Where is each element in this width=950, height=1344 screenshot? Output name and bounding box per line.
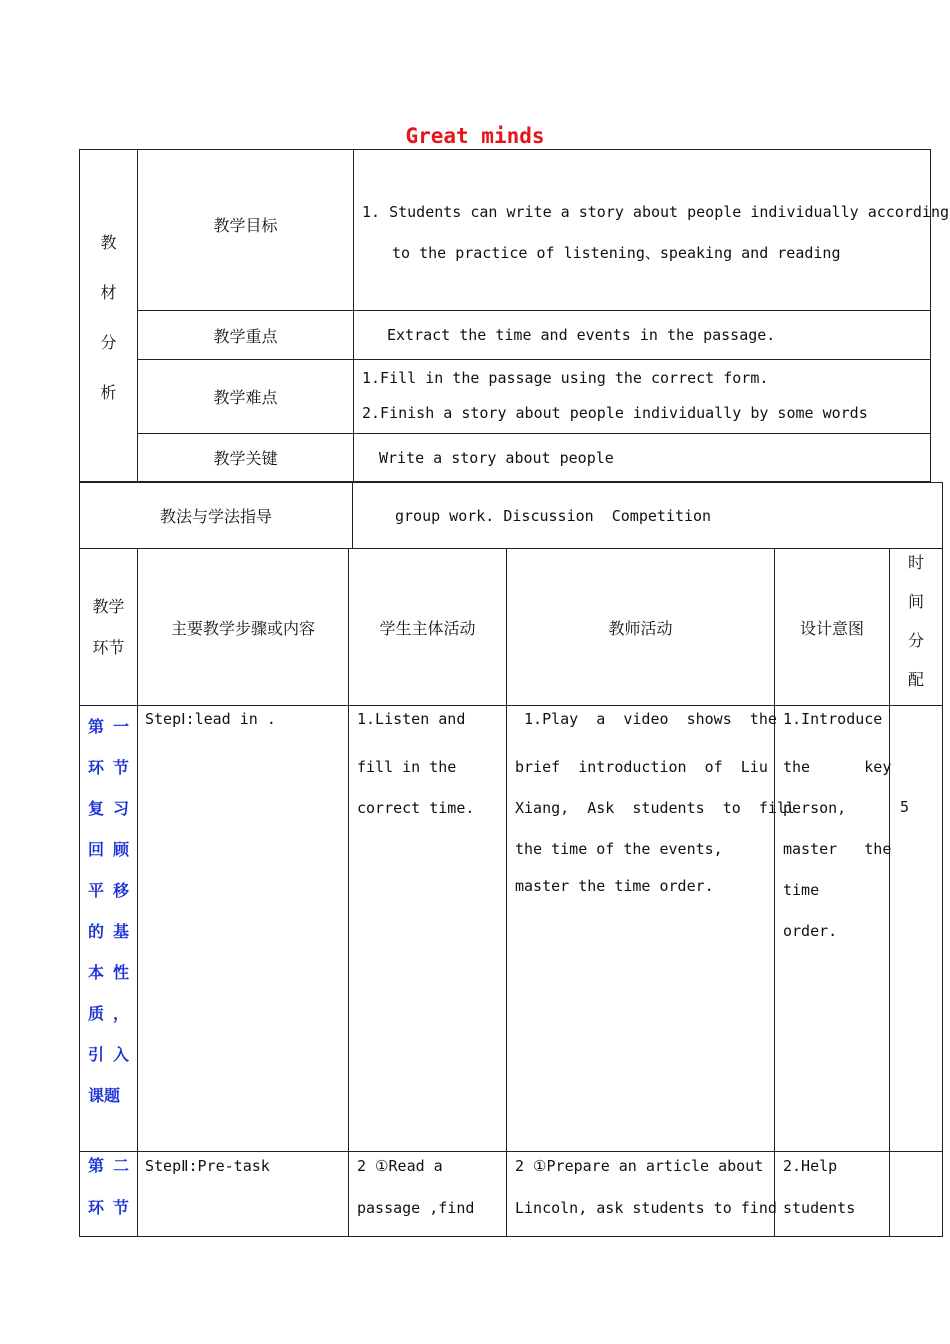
stage-char: 课题	[88, 1086, 121, 1105]
key-method-value: Write a story about people	[379, 448, 614, 467]
stage-char: 顾	[112, 840, 129, 859]
stage-char: 节	[112, 758, 129, 777]
design-line: students	[783, 1199, 856, 1217]
teacher-line: the time of the events,	[515, 840, 723, 858]
teacher-activity	[507, 1152, 775, 1237]
key-point-value: Extract the time and events in the passage.	[387, 326, 776, 344]
analysis-label-char: 教	[100, 233, 117, 252]
method-table	[79, 482, 943, 549]
analysis-table	[79, 149, 949, 482]
stage-char: 平	[88, 881, 105, 900]
stage-char: 的	[88, 922, 105, 941]
teacher-line: 1.Play a video shows the	[515, 710, 777, 728]
header-design: 设计意图	[775, 549, 890, 706]
stage-char: 移	[112, 881, 129, 900]
stage-char: 一	[112, 717, 129, 736]
student-line: fill in the	[357, 758, 457, 776]
header-time-char: 时	[907, 553, 924, 572]
design-line: time order.	[783, 881, 838, 940]
step-content: StepⅡ:Pre-task	[145, 1157, 270, 1175]
method-label: 教法与学法指导	[80, 483, 353, 549]
header-time-char: 配	[907, 670, 924, 689]
key-method-label: 教学关键	[138, 434, 354, 482]
teacher-line: Xiang, Ask students to fill	[515, 799, 795, 817]
stage-char: 复	[88, 799, 105, 818]
table-row	[80, 1152, 943, 1237]
stage-char: 入	[112, 1045, 129, 1064]
student-activity	[349, 706, 507, 1152]
teacher-line: master the time order.	[515, 877, 714, 895]
design-line: master the	[783, 840, 892, 858]
header-time-char: 间	[907, 592, 924, 611]
stage-char: ，	[112, 1004, 129, 1023]
teacher-activity	[507, 706, 795, 1152]
header-stage	[80, 549, 138, 706]
method-value: group work. Discussion Competition	[395, 506, 712, 525]
design-line: 2.Help	[783, 1157, 838, 1175]
analysis-label-char: 析	[100, 383, 117, 402]
stage-cell	[80, 1152, 138, 1237]
analysis-label-char: 分	[100, 333, 117, 352]
design-line: person,	[783, 799, 847, 817]
analysis-section-label	[80, 150, 138, 482]
key-point-label: 教学重点	[138, 311, 354, 360]
teacher-line: brief introduction of Liu	[515, 758, 768, 776]
header-time	[890, 549, 943, 706]
objective-line: 1. Students can write a story about people individually according	[362, 203, 949, 221]
design-line: the key	[783, 758, 892, 776]
student-line: correct time.	[357, 799, 475, 817]
stage-char: 环	[88, 758, 105, 777]
time-value: 5	[900, 798, 910, 816]
header-student: 学生主体活动	[349, 549, 507, 706]
stage-char: 本	[88, 963, 105, 982]
process-table	[79, 548, 943, 1237]
header-stage-line: 环节	[92, 638, 125, 657]
process-header-row	[80, 549, 943, 706]
header-time-char: 分	[907, 631, 924, 650]
step-content: StepⅠ:lead in .	[145, 710, 276, 728]
header-teacher: 教师活动	[507, 549, 775, 706]
stage-char: 性	[112, 963, 129, 982]
header-content: 主要教学步骤或内容	[138, 549, 349, 706]
objective-line: to the practice of listening、speaking and reading	[392, 244, 841, 262]
teacher-line: Lincoln, ask students to find	[515, 1199, 777, 1217]
stage-char: 环	[88, 1198, 105, 1217]
difficulty-line: 1.Fill in the passage using the correct form.	[362, 369, 769, 387]
objective-label: 教学目标	[213, 216, 278, 235]
stage-char: 质	[88, 1004, 105, 1023]
difficulty-line: 2.Finish a story about people individually by some words	[362, 404, 868, 422]
difficulty-label: 教学难点	[138, 360, 354, 434]
student-line: passage ,find	[357, 1199, 475, 1217]
analysis-label-char: 材	[100, 283, 117, 302]
student-line: 2 ①Read a	[357, 1157, 443, 1175]
design-intent	[775, 706, 890, 1152]
stage-char: 第	[88, 717, 105, 736]
header-stage-line: 教学	[92, 597, 125, 616]
stage-char: 基	[112, 922, 129, 941]
stage-char: 二	[112, 1156, 129, 1175]
design-intent	[775, 1152, 890, 1237]
teacher-line: 2 ①Prepare an article about	[515, 1157, 764, 1175]
student-line: 1.Listen and	[357, 710, 466, 728]
objective-value	[354, 150, 949, 311]
stage-cell	[80, 706, 138, 1152]
stage-char: 习	[112, 799, 129, 818]
table-row	[80, 706, 943, 1152]
student-activity	[349, 1152, 507, 1237]
stage-char: 引	[88, 1045, 105, 1064]
design-line: 1.Introduce	[783, 710, 883, 728]
stage-char: 节	[112, 1198, 129, 1217]
stage-char: 第	[88, 1156, 105, 1175]
stage-char: 回	[88, 840, 105, 859]
document-title: Great minds	[405, 124, 545, 148]
